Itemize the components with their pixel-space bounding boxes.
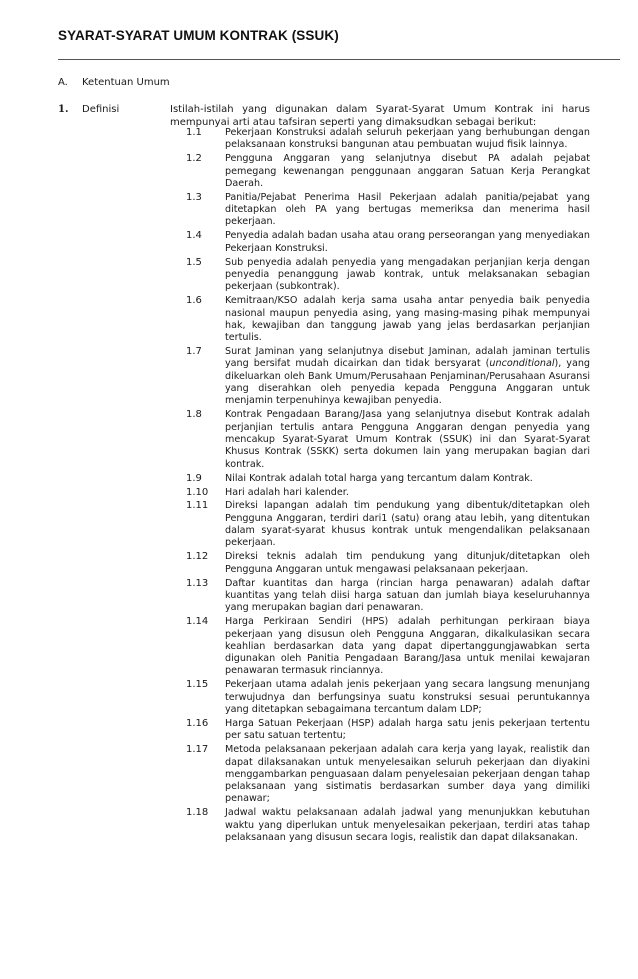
definition-text-italic: unconditional — [489, 358, 555, 370]
definition-text: Sub penyedia adalah penyedia yang mengadakan perjanjian kerja dengan penyedia penanggung jawab kontrak, untuk melaksanakan sebagian pekerjaan (subkontrak). — [225, 256, 590, 293]
definition-text: Kemitraan/KSO adalah kerja sama usaha antar penyedia baik penyedia nasional maupun penyedia asing, yang masing-masing pihak mempunyai hak, kewajiban dan tanggung jawab yang jelas berdasarkan perjanjian tertulis. — [225, 295, 590, 344]
definition-item — [58, 744, 590, 805]
definition-item — [58, 679, 590, 716]
definition-text: Harga Satuan Pekerjaan (HSP) adalah harga satu jenis pekerjaan tertentu per satu satuan tertentu; — [225, 717, 590, 742]
definition-number: 1.4 — [186, 230, 202, 242]
definition-text: Harga Perkiraan Sendiri (HPS) adalah perhitungan perkiraan biaya pekerjaan yang disusun oleh Pengguna Anggaran, dikalkulasikan secara keahlian berdasarkan data yang dapat dipertanggungjawabkan serta digunakan oleh Panitia Pengadaan Barang/Jasa untuk menilai kewajaran penawaran termasuk rinciannya. — [225, 616, 590, 677]
definition-text: Daftar kuantitas dan harga (rincian harga penawaran) adalah daftar kuantitas yang telah diisi harga satuan dan jumlah biaya keseluruhannya yang merupakan bagian dari penawaran. — [225, 577, 590, 614]
definition-item — [58, 473, 590, 485]
definition-number: 1.13 — [186, 577, 209, 589]
definition-text: Nilai Kontrak adalah total harga yang tercantum dalam Kontrak. — [225, 472, 533, 484]
definition-text: Pengguna Anggaran yang selanjutnya disebut PA adalah pejabat pemegang kewenangan penggunaan anggaran Satuan Kerja Perangkat Daerah. — [225, 153, 590, 189]
definition-text: Kontrak Pengadaan Barang/Jasa yang selanjutnya disebut Kontrak adalah perjanjian tertulis antara Pengguna Anggaran dengan penyedia yang mencakup Syarat-Syarat Umum Kontrak (SSUK) ini dan Syarat-Syarat Khusus Kontrak (SSKK) serta dokumen lain yang merupakan bagian dari kontrak. — [225, 409, 590, 470]
definition-list — [58, 127, 590, 846]
definition-item — [58, 127, 590, 152]
definition-item — [58, 807, 590, 844]
definition-number: 1.12 — [186, 551, 209, 563]
section-heading — [58, 77, 170, 88]
definition-number: 1.1 — [186, 127, 202, 138]
definition-number: 1.9 — [186, 472, 202, 484]
clause-label: Definisi — [82, 104, 120, 115]
definition-number: 1.15 — [186, 679, 209, 691]
clause-intro: Istilah-istilah yang digunakan dalam Syarat-Syarat Umum Kontrak ini harus mempunyai arti atau tafsiran seperti yang dimaksudkan sebagai berikut: — [170, 104, 590, 128]
definition-text: Hari adalah hari kalender. — [225, 486, 349, 498]
definition-text — [225, 346, 590, 407]
definition-item — [58, 551, 590, 576]
definition-number: 1.3 — [186, 191, 202, 203]
definition-text: Jadwal waktu pelaksanaan adalah jadwal yang menunjukkan kebutuhan waktu yang diperlukan untuk menyelesaikan pekerjaan, terdiri atas tahap pelaksanaan yang disusun secara logis, realistik dan dapat dilaksanakan. — [225, 807, 590, 844]
definition-item — [58, 718, 590, 743]
definition-text: Pekerjaan utama adalah jenis pekerjaan yang secara langsung menunjang terwujudnya dan berfungsinya suatu konstruksi sesuai peruntukannya yang ditetapkan sebagaimana tercantum dalam LDP; — [225, 679, 590, 715]
definition-number: 1.6 — [186, 295, 202, 307]
definition-number: 1.11 — [186, 500, 209, 512]
title-divider — [58, 59, 620, 60]
definition-text-part: ), yang dikeluarkan oleh Bank Umum/Perusahaan Penjaminan/Perusahaan Asuransi yang diserahkan oleh penyedia kepada Pengguna Anggaran untuk menjamin terpenuhinya kewajiban penyedia. — [225, 358, 590, 407]
definition-number: 1.5 — [186, 256, 202, 268]
definition-item — [58, 578, 590, 615]
definition-text: Direksi teknis adalah tim pendukung yang ditunjuk/ditetapkan oleh Pengguna Anggaran untuk mengawasi pelaksanaan pekerjaan. — [225, 551, 590, 575]
definition-item — [58, 500, 590, 549]
definition-number: 1.2 — [186, 153, 202, 165]
definition-number: 1.7 — [186, 346, 202, 358]
definition-text: Metoda pelaksanaan pekerjaan adalah cara kerja yang layak, realistik dan dapat dilaksanakan untuk menyelesaikan seluruh pekerjaan dan diyakini menggambarkan penguasaan dalam penyelesaian pekerjaan dengan tahap pelaksanaan yang sistimatis berdasarkan sumber daya yang dimiliki penawar; — [225, 744, 590, 805]
definition-item — [58, 409, 590, 470]
definition-item — [58, 346, 590, 407]
definition-item — [58, 230, 590, 255]
definition-item — [58, 295, 590, 344]
definition-text: Penyedia adalah badan usaha atau orang perseorangan yang menyediakan Pekerjaan Konstruksi. — [225, 230, 590, 254]
definition-number: 1.10 — [186, 486, 209, 498]
definition-number: 1.18 — [186, 807, 209, 819]
definition-item — [58, 192, 590, 229]
definition-item — [58, 153, 590, 190]
definition-number: 1.16 — [186, 717, 209, 729]
definition-number: 1.17 — [186, 744, 209, 756]
section-letter: A. — [58, 77, 68, 88]
definition-text: Direksi lapangan adalah tim pendukung yang dibentuk/ditetapkan oleh Pengguna Anggaran, terdiri dari1 (satu) orang atau lebih, yang ditentukan dalam syarat-syarat khusus kontrak untuk mengendalikan pelaksanaan pekerjaan. — [225, 500, 590, 549]
clause-number: 1. — [58, 104, 69, 115]
definition-text: Pekerjaan Konstruksi adalah seluruh pekerjaan yang berhubungan dengan pelaksanaan konstruksi bangunan atau pembuatan wujud fisik lainnya. — [225, 127, 590, 151]
definition-text-part: Surat Jaminan yang selanjutnya disebut Jaminan, adalah jaminan tertulis yang bersifat mudah dicairkan dan tidak bersyarat ( — [225, 346, 590, 370]
definition-text: Panitia/Pejabat Penerima Hasil Pekerjaan adalah panitia/pejabat yang ditetapkan oleh PA yang bertugas memeriksa dan menerima hasil pekerjaan. — [225, 191, 590, 228]
definition-item — [58, 616, 590, 677]
definition-item — [58, 257, 590, 294]
section-title: Ketentuan Umum — [82, 77, 170, 88]
document-title: SYARAT-SYARAT UMUM KONTRAK (SSUK) — [58, 28, 339, 43]
definition-number: 1.14 — [186, 616, 209, 628]
definition-item — [58, 487, 590, 499]
definition-number: 1.8 — [186, 409, 202, 421]
